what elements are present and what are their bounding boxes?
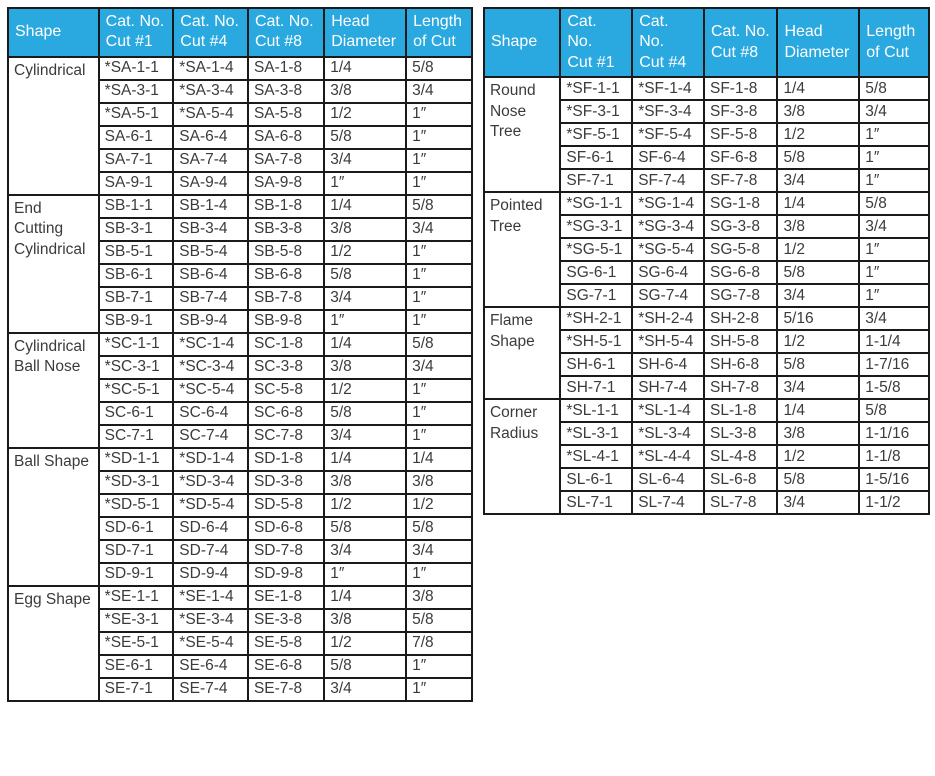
catalog-number-cell: SD-7-8 [248, 540, 324, 563]
column-header-line1: Length [413, 13, 463, 30]
table-row [8, 586, 472, 609]
dimension-cell: 3/4 [324, 287, 406, 310]
table-row [484, 399, 929, 422]
catalog-number-cell: SD-9-8 [248, 563, 324, 586]
dimension-cell: 1″ [406, 379, 472, 402]
catalog-number-cell: *SC-1-4 [173, 333, 248, 356]
column-header-shape [8, 8, 99, 57]
column-header-line1: Length [866, 23, 916, 41]
dimension-cell: 1″ [406, 425, 472, 448]
catalog-number-cell: SC-6-1 [99, 402, 174, 425]
catalog-number-cell: SD-1-8 [248, 448, 324, 471]
catalog-number-cell: SL-4-8 [704, 445, 777, 468]
catalog-number-cell: SF-1-8 [704, 77, 777, 100]
catalog-number-cell: *SG-5-4 [632, 238, 704, 261]
catalog-number-cell: SC-3-8 [248, 356, 324, 379]
dimension-cell: 5/8 [859, 192, 929, 215]
catalog-number-cell: *SE-5-1 [99, 632, 174, 655]
catalog-number-cell: *SE-5-4 [173, 632, 248, 655]
catalog-number-cell: *SA-1-1 [99, 57, 174, 80]
column-header-line1: Cat. No. [105, 13, 165, 30]
catalog-number-cell: *SL-3-1 [560, 422, 632, 445]
catalog-number-cell: *SA-3-4 [173, 80, 248, 103]
header-row [484, 8, 929, 77]
catalog-number-cell: SL-1-8 [704, 399, 777, 422]
catalog-number-cell: *SD-3-4 [173, 471, 248, 494]
catalog-number-cell: SB-6-8 [248, 264, 324, 287]
catalog-number-cell: SB-7-8 [248, 287, 324, 310]
dimension-cell: 3/8 [777, 215, 859, 238]
dimension-cell: 1″ [406, 563, 472, 586]
dimension-cell: 1/2 [777, 445, 859, 468]
catalog-number-cell: SA-6-8 [248, 126, 324, 149]
catalog-number-cell: SE-6-4 [173, 655, 248, 678]
catalog-number-cell: SB-3-1 [99, 218, 174, 241]
table-row [8, 448, 472, 471]
column-header-head-diameter [324, 8, 406, 57]
catalog-number-cell: SH-6-4 [632, 353, 704, 376]
shape-cell-egg-shape: Egg Shape [8, 586, 99, 701]
catalog-number-cell: SE-6-1 [99, 655, 174, 678]
dimension-cell: 1″ [406, 172, 472, 195]
dimension-cell: 1″ [324, 310, 406, 333]
catalog-number-cell: SD-6-4 [173, 517, 248, 540]
catalog-number-cell: *SG-1-4 [632, 192, 704, 215]
catalog-number-cell: SL-6-8 [704, 468, 777, 491]
catalog-number-cell: *SC-3-4 [173, 356, 248, 379]
catalog-number-cell: SC-7-4 [173, 425, 248, 448]
catalog-number-cell: SG-3-8 [704, 215, 777, 238]
column-header-line2: Diameter [784, 43, 850, 61]
catalog-number-cell: SB-7-1 [99, 287, 174, 310]
shape-cell-round-nose-tree: Round Nose Tree [484, 77, 560, 192]
catalog-number-cell: SC-6-4 [173, 402, 248, 425]
dimension-cell: 1″ [324, 563, 406, 586]
catalog-number-cell: *SH-5-1 [560, 330, 632, 353]
dimension-cell: 3/4 [777, 284, 859, 307]
catalog-number-cell: *SE-3-4 [173, 609, 248, 632]
header-row [8, 8, 472, 57]
catalog-number-cell: SH-2-8 [704, 307, 777, 330]
column-header-cat-no-cut-1 [99, 8, 174, 57]
burr-catalog-table-right [483, 7, 930, 515]
catalog-number-cell: SA-3-8 [248, 80, 324, 103]
dimension-cell: 1-1/16 [859, 422, 929, 445]
dimension-cell: 1/4 [324, 448, 406, 471]
catalog-number-cell: *SA-3-1 [99, 80, 174, 103]
dimension-cell: 1″ [859, 123, 929, 146]
dimension-cell: 5/8 [859, 399, 929, 422]
catalog-number-cell: *SE-3-1 [99, 609, 174, 632]
dimension-cell: 1″ [406, 287, 472, 310]
dimension-cell: 1-1/2 [859, 491, 929, 514]
dimension-cell: 1/4 [324, 333, 406, 356]
dimension-cell: 1″ [859, 261, 929, 284]
catalog-number-cell: *SL-3-4 [632, 422, 704, 445]
dimension-cell: 3/8 [324, 80, 406, 103]
catalog-number-cell: *SC-3-1 [99, 356, 174, 379]
dimension-cell: 5/8 [777, 353, 859, 376]
catalog-number-cell: SA-6-4 [173, 126, 248, 149]
shape-cell-corner-radius: Corner Radius [484, 399, 560, 514]
dimension-cell: 3/4 [859, 215, 929, 238]
dimension-cell: 5/16 [777, 307, 859, 330]
column-header-line1: Cat. No. [639, 13, 669, 51]
catalog-number-cell: SB-6-1 [99, 264, 174, 287]
dimension-cell: 3/8 [324, 356, 406, 379]
catalog-number-cell: SA-7-1 [99, 149, 174, 172]
dimension-cell: 1-1/8 [859, 445, 929, 468]
dimension-cell: 1/2 [324, 103, 406, 126]
dimension-cell: 5/8 [406, 57, 472, 80]
dimension-cell: 3/8 [777, 100, 859, 123]
catalog-number-cell: SH-6-8 [704, 353, 777, 376]
dimension-cell: 1/2 [324, 379, 406, 402]
catalog-number-cell: *SF-5-4 [632, 123, 704, 146]
catalog-number-cell: SG-6-4 [632, 261, 704, 284]
catalog-number-cell: SB-1-4 [173, 195, 248, 218]
catalog-number-cell: *SF-3-4 [632, 100, 704, 123]
dimension-cell: 1″ [859, 146, 929, 169]
catalog-number-cell: SH-7-1 [560, 376, 632, 399]
catalog-number-cell: SE-5-8 [248, 632, 324, 655]
catalog-number-cell: SE-1-8 [248, 586, 324, 609]
dimension-cell: 1/4 [324, 586, 406, 609]
catalog-number-cell: SB-9-1 [99, 310, 174, 333]
catalog-number-cell: *SD-5-1 [99, 494, 174, 517]
catalog-number-cell: *SH-2-1 [560, 307, 632, 330]
catalog-number-cell: *SA-5-4 [173, 103, 248, 126]
catalog-number-cell: SL-7-8 [704, 491, 777, 514]
catalog-number-cell: *SF-5-1 [560, 123, 632, 146]
catalog-number-cell: SA-7-4 [173, 149, 248, 172]
catalog-number-cell: SB-5-4 [173, 241, 248, 264]
dimension-cell: 1″ [324, 172, 406, 195]
dimension-cell: 5/8 [324, 517, 406, 540]
catalog-number-cell: SB-6-4 [173, 264, 248, 287]
catalog-number-cell: SB-3-4 [173, 218, 248, 241]
column-header-line1: Cat. No. [180, 13, 239, 30]
column-header-length-of-cut [406, 8, 472, 57]
catalog-number-cell: SG-5-8 [704, 238, 777, 261]
catalog-number-cell: SD-7-4 [173, 540, 248, 563]
catalog-number-cell: SF-7-1 [560, 169, 632, 192]
shape-cell-pointed-tree: Pointed Tree [484, 192, 560, 307]
dimension-cell: 1/2 [777, 123, 859, 146]
dimension-cell: 3/8 [324, 471, 406, 494]
dimension-cell: 1″ [406, 678, 472, 701]
column-header-shape [484, 8, 560, 77]
dimension-cell: 5/8 [324, 402, 406, 425]
catalog-number-cell: SF-7-8 [704, 169, 777, 192]
column-header-line2: Cut #1 [567, 53, 615, 71]
dimension-cell: 3/4 [324, 678, 406, 701]
catalog-number-cell: SB-1-1 [99, 195, 174, 218]
dimension-cell: 1/2 [777, 330, 859, 353]
table-row [484, 192, 929, 215]
shape-cell-cylindrical-ball-nose: Cylindrical Ball Nose [8, 333, 99, 448]
table-row [8, 195, 472, 218]
catalog-number-cell: SL-3-8 [704, 422, 777, 445]
catalog-number-cell: *SE-1-1 [99, 586, 174, 609]
dimension-cell: 5/8 [406, 517, 472, 540]
dimension-cell: 3/8 [777, 422, 859, 445]
dimension-cell: 1″ [406, 103, 472, 126]
dimension-cell: 3/8 [324, 218, 406, 241]
catalog-number-cell: *SD-3-1 [99, 471, 174, 494]
catalog-number-cell: SD-5-8 [248, 494, 324, 517]
dimension-cell: 5/8 [777, 146, 859, 169]
catalog-number-cell: SF-3-8 [704, 100, 777, 123]
catalog-number-cell: SH-5-8 [704, 330, 777, 353]
column-header-line2: Diameter [331, 33, 397, 51]
catalog-number-cell: *SG-5-1 [560, 238, 632, 261]
dimension-cell: 5/8 [859, 77, 929, 100]
column-header-length-of-cut [859, 8, 929, 77]
catalog-number-cell: *SD-5-4 [173, 494, 248, 517]
catalog-number-cell: SE-7-8 [248, 678, 324, 701]
column-header-line2: of Cut [413, 33, 456, 51]
catalog-number-cell: SF-6-8 [704, 146, 777, 169]
catalog-number-cell: SC-1-8 [248, 333, 324, 356]
dimension-cell: 3/4 [777, 376, 859, 399]
dimension-cell: 1/2 [324, 494, 406, 517]
catalog-number-cell: *SF-1-4 [632, 77, 704, 100]
catalog-number-cell: *SL-1-1 [560, 399, 632, 422]
catalog-number-cell: SG-7-1 [560, 284, 632, 307]
dimension-cell: 3/4 [406, 356, 472, 379]
dimension-cell: 1/2 [324, 241, 406, 264]
table-row [8, 57, 472, 80]
dimension-cell: 1/4 [777, 399, 859, 422]
catalog-number-cell: SH-7-4 [632, 376, 704, 399]
column-header-cat-no-cut-8 [248, 8, 324, 57]
column-header-line1: Shape [490, 33, 538, 51]
catalog-number-cell: SB-5-8 [248, 241, 324, 264]
catalog-number-cell: SF-6-4 [632, 146, 704, 169]
column-header-line2: Cut #8 [254, 33, 303, 51]
catalog-number-cell: SF-5-8 [704, 123, 777, 146]
dimension-cell: 5/8 [777, 261, 859, 284]
column-header-line1: Cat. No. [567, 13, 597, 51]
catalog-number-cell: *SL-4-4 [632, 445, 704, 468]
column-header-line1: Shape [15, 23, 62, 41]
catalog-number-cell: SG-7-4 [632, 284, 704, 307]
catalog-number-cell: SC-7-1 [99, 425, 174, 448]
dimension-cell: 3/4 [859, 307, 929, 330]
table-row [484, 307, 929, 330]
dimension-cell: 1″ [406, 655, 472, 678]
dimension-cell: 5/8 [406, 333, 472, 356]
column-header-line1: Cat. No. [711, 23, 770, 41]
catalog-number-cell: SD-6-8 [248, 517, 324, 540]
catalog-number-cell: *SA-5-1 [99, 103, 174, 126]
column-header-line2: Cut #8 [711, 43, 759, 61]
dimension-cell: 3/4 [777, 491, 859, 514]
burr-catalog-table-left [7, 7, 473, 702]
table-row [8, 333, 472, 356]
dimension-cell: 5/8 [324, 655, 406, 678]
catalog-number-cell: SD-6-1 [99, 517, 174, 540]
catalog-number-cell: *SL-1-4 [632, 399, 704, 422]
dimension-cell: 1″ [406, 264, 472, 287]
dimension-cell: 1/4 [324, 195, 406, 218]
catalog-number-cell: SB-5-1 [99, 241, 174, 264]
dimension-cell: 1-1/4 [859, 330, 929, 353]
catalog-number-cell: *SG-1-1 [560, 192, 632, 215]
dimension-cell: 1-7/16 [859, 353, 929, 376]
catalog-number-cell: SL-6-1 [560, 468, 632, 491]
dimension-cell: 3/8 [406, 471, 472, 494]
catalog-number-cell: *SL-4-1 [560, 445, 632, 468]
dimension-cell: 3/4 [324, 425, 406, 448]
catalog-number-cell: SA-9-4 [173, 172, 248, 195]
catalog-number-cell: *SG-3-4 [632, 215, 704, 238]
dimension-cell: 5/8 [406, 195, 472, 218]
catalog-number-cell: *SF-3-1 [560, 100, 632, 123]
column-header-cat-no-cut-1 [560, 8, 632, 77]
catalog-number-cell: *SF-1-1 [560, 77, 632, 100]
catalog-number-cell: SF-6-1 [560, 146, 632, 169]
catalog-number-cell: *SD-1-4 [173, 448, 248, 471]
column-header-line2: Cut #4 [180, 33, 228, 51]
dimension-cell: 1″ [859, 238, 929, 261]
catalog-number-cell: SF-7-4 [632, 169, 704, 192]
dimension-cell: 1″ [406, 310, 472, 333]
column-header-cat-no-cut-8 [704, 8, 777, 77]
catalog-number-cell: SB-9-8 [248, 310, 324, 333]
column-header-cat-no-cut-4 [173, 8, 248, 57]
catalog-number-cell: SA-9-8 [248, 172, 324, 195]
dimension-cell: 3/4 [777, 169, 859, 192]
dimension-cell: 3/8 [324, 609, 406, 632]
dimension-cell: 1-5/8 [859, 376, 929, 399]
catalog-number-cell: SB-3-8 [248, 218, 324, 241]
dimension-cell: 1″ [859, 169, 929, 192]
dimension-cell: 7/8 [406, 632, 472, 655]
dimension-cell: 3/4 [859, 100, 929, 123]
catalog-number-cell: SC-5-8 [248, 379, 324, 402]
dimension-cell: 1/4 [777, 192, 859, 215]
catalog-number-cell: SG-1-8 [704, 192, 777, 215]
catalog-number-cell: SE-3-8 [248, 609, 324, 632]
dimension-cell: 1-5/16 [859, 468, 929, 491]
catalog-number-cell: *SC-1-1 [99, 333, 174, 356]
dimension-cell: 3/8 [406, 586, 472, 609]
catalog-number-cell: SA-5-8 [248, 103, 324, 126]
column-header-line1: Head [331, 13, 370, 30]
catalog-number-cell: SB-9-4 [173, 310, 248, 333]
dimension-cell: 1″ [406, 149, 472, 172]
catalog-number-cell: SE-6-8 [248, 655, 324, 678]
dimension-cell: 3/4 [406, 540, 472, 563]
dimension-cell: 1/4 [324, 57, 406, 80]
column-header-line2: Cut #1 [105, 33, 153, 51]
catalog-number-cell: SE-7-1 [99, 678, 174, 701]
shape-cell-cylindrical: Cylindrical [8, 57, 99, 195]
shape-cell-flame-shape: Flame Shape [484, 307, 560, 399]
catalog-number-cell: *SE-1-4 [173, 586, 248, 609]
catalog-number-cell: SC-6-8 [248, 402, 324, 425]
catalog-number-cell: SL-7-1 [560, 491, 632, 514]
catalog-number-cell: SA-9-1 [99, 172, 174, 195]
shape-cell-ball-shape: Ball Shape [8, 448, 99, 586]
catalog-number-cell: SA-1-8 [248, 57, 324, 80]
catalog-number-cell: SB-1-8 [248, 195, 324, 218]
catalog-number-cell: SD-9-1 [99, 563, 174, 586]
catalog-number-cell: SB-7-4 [173, 287, 248, 310]
catalog-number-cell: SA-6-1 [99, 126, 174, 149]
catalog-number-cell: *SD-1-1 [99, 448, 174, 471]
catalog-number-cell: SL-6-4 [632, 468, 704, 491]
dimension-cell: 1″ [406, 126, 472, 149]
shape-cell-end-cutting-cylindrical: End Cutting Cylindrical [8, 195, 99, 333]
catalog-number-cell: *SG-3-1 [560, 215, 632, 238]
catalog-number-cell: SG-6-1 [560, 261, 632, 284]
catalog-number-cell: SH-7-8 [704, 376, 777, 399]
dimension-cell: 1/2 [777, 238, 859, 261]
dimension-cell: 1/2 [324, 632, 406, 655]
column-header-cat-no-cut-4 [632, 8, 704, 77]
catalog-number-cell: SE-7-4 [173, 678, 248, 701]
dimension-cell: 5/8 [406, 609, 472, 632]
catalog-number-cell: SH-6-1 [560, 353, 632, 376]
table-row [484, 77, 929, 100]
dimension-cell: 3/4 [324, 540, 406, 563]
catalog-number-cell: *SH-2-4 [632, 307, 704, 330]
dimension-cell: 5/8 [324, 264, 406, 287]
dimension-cell: 3/4 [406, 80, 472, 103]
catalog-number-cell: SG-6-8 [704, 261, 777, 284]
dimension-cell: 1″ [406, 241, 472, 264]
catalog-number-cell: SA-7-8 [248, 149, 324, 172]
column-header-line2: of Cut [866, 43, 909, 61]
column-header-line2: Cut #4 [639, 53, 687, 71]
dimension-cell: 3/4 [406, 218, 472, 241]
catalog-number-cell: *SA-1-4 [173, 57, 248, 80]
column-header-line1: Head [784, 23, 823, 41]
catalog-number-cell: SD-9-4 [173, 563, 248, 586]
catalog-number-cell: SC-7-8 [248, 425, 324, 448]
column-header-head-diameter [777, 8, 859, 77]
dimension-cell: 5/8 [777, 468, 859, 491]
dimension-cell: 3/4 [324, 149, 406, 172]
dimension-cell: 5/8 [324, 126, 406, 149]
catalog-number-cell: *SC-5-1 [99, 379, 174, 402]
catalog-number-cell: *SC-5-4 [173, 379, 248, 402]
dimension-cell: 1″ [859, 284, 929, 307]
catalog-number-cell: SD-3-8 [248, 471, 324, 494]
dimension-cell: 1/2 [406, 494, 472, 517]
catalog-number-cell: SG-7-8 [704, 284, 777, 307]
catalog-number-cell: SL-7-4 [632, 491, 704, 514]
dimension-cell: 1/4 [777, 77, 859, 100]
catalog-number-cell: *SH-5-4 [632, 330, 704, 353]
dimension-cell: 1″ [406, 402, 472, 425]
dimension-cell: 1/4 [406, 448, 472, 471]
column-header-line1: Cat. No. [254, 13, 314, 30]
catalog-number-cell: SD-7-1 [99, 540, 174, 563]
